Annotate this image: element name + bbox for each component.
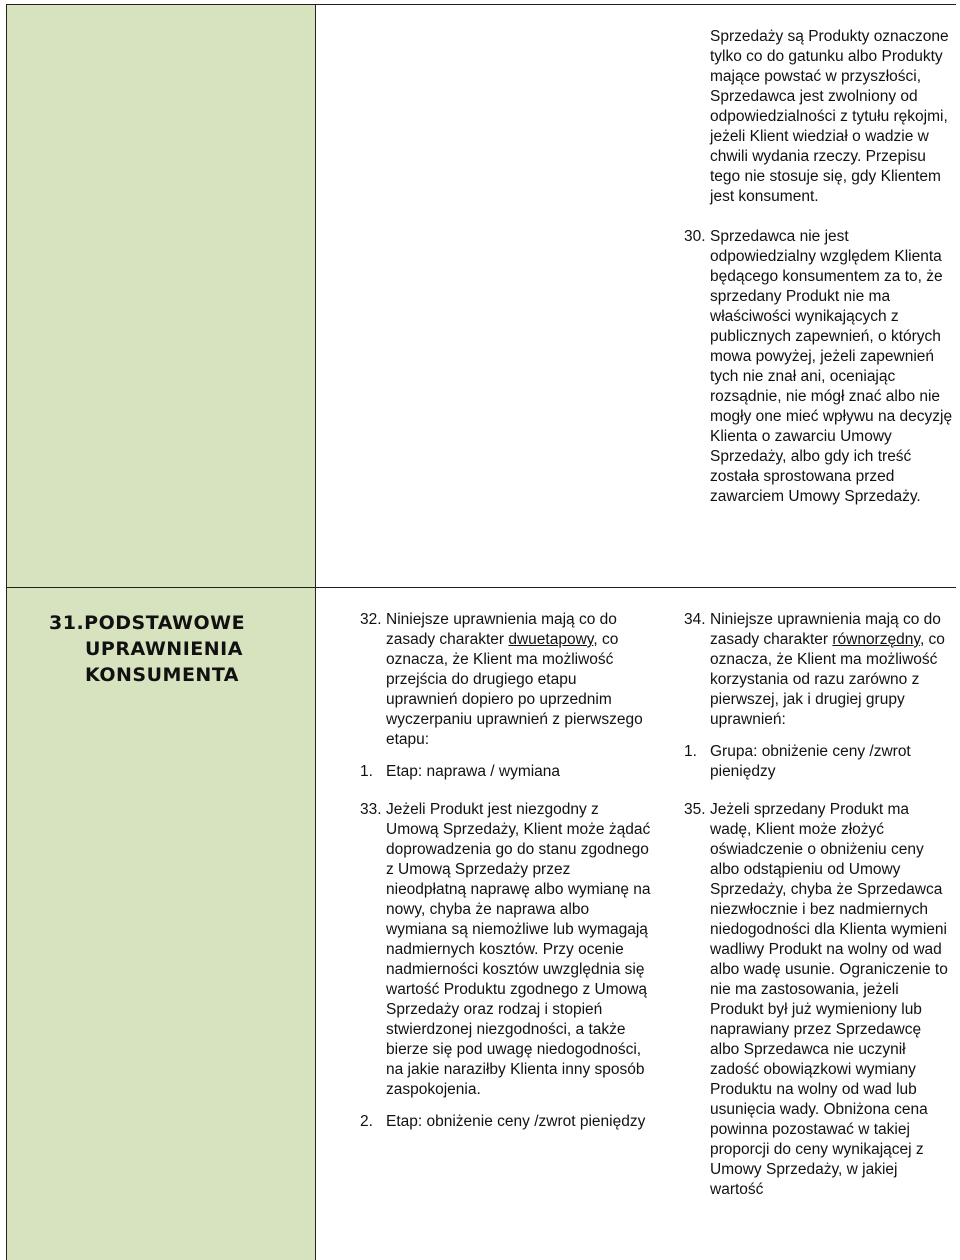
clause-text: Jeżeli Produkt jest niezgodny z Umową Sprzedaży, Klient może żądać doprowadzenia go do stanu zgodnego z Umową Sprzedaży przez nieodpłatną naprawę albo wymianę na nowy, chyba że naprawa albo wymiana są niemożliwe lub wymagają nadmiernych kosztów. Przy ocenie nadmierności kosztów uwzględnia się wartość Produktu zgodnego z Umową Sprzedaży oraz rodzaj i stopień stwierdzonej niezgodności, a także bierze się pod uwagę niedogodności, na jakie naraziłby Klienta inny sposób zaspokojenia. xyxy=(386,801,651,1098)
clause-number: 33. xyxy=(360,801,382,818)
clause-text-b: , co oznacza, że Klient ma możliwość przejścia do drugiego etapu uprawnień dopiero po uprzednim wyczerpaniu uprawnień z pierwszego etapu: xyxy=(386,631,643,748)
middle-column xyxy=(360,610,652,1132)
right-column xyxy=(684,610,954,1200)
clause-text-a: Niniejsze uprawnienia mają co do zasady charakter xyxy=(710,611,941,648)
section-title-line-1: PODSTAWOWE xyxy=(84,612,246,634)
clause-35 xyxy=(684,800,954,1200)
section-heading-cell xyxy=(6,588,316,1260)
clause-number: 35. xyxy=(684,801,706,818)
clause-32 xyxy=(360,610,652,750)
group-text: Grupa: obniżenie ceny /zwrot pieniędzy xyxy=(710,743,911,780)
group-number: 1. xyxy=(684,743,697,760)
table-row-2 xyxy=(6,588,956,1260)
row1-right-column xyxy=(684,27,954,507)
underlined-term: dwuetapowy xyxy=(508,631,594,648)
continued-paragraph: Sprzedaży są Produkty oznaczone tylko co do gatunku albo Produkty mające powstać w przyszłości, Sprzedawca jest zwolniony od odpowiedzialności z tytułu rękojmi, jeżeli Klient wiedział o wadzie w chwili wydania rzeczy. Przepisu tego nie stosuje się, gdy Klientem jest konsument. xyxy=(710,28,949,205)
stage-1 xyxy=(360,762,652,782)
section-number: 31. xyxy=(49,612,85,634)
section-heading xyxy=(49,610,289,688)
clause-text: Sprzedawca nie jest odpowiedzialny względem Klienta będącego konsumentem za to, że sprzedany Produkt nie ma właściwości wynikających z publicznych zapewnień, o których mowa powyżej, jeżeli zapewnień tych nie znał ani, oceniając rozsądnie, nie mógł znać albo nie mogły one mieć wpływu na decyzję Klienta o zawarciu Umowy Sprzedaży, albo gdy ich treść została sprostowana przed zawarciem Umowy Sprzedaży. xyxy=(710,228,953,505)
clause-text-a: Niniejsze uprawnienia mają co do zasady charakter xyxy=(386,611,617,648)
clause-34 xyxy=(684,610,954,730)
section-title-line-2: UPRAWNIENIA xyxy=(85,638,243,660)
stage-number: 1. xyxy=(360,763,373,780)
stage-text: Etap: naprawa / wymiana xyxy=(386,763,561,780)
clause-number: 34. xyxy=(684,611,706,628)
stage-number: 2. xyxy=(360,1113,373,1130)
clause-text: Jeżeli sprzedany Produkt ma wadę, Klient może złożyć oświadczenie o obniżeniu ceny albo odstąpieniu od Umowy Sprzedaży, chyba że Sprzedawca niezwłocznie i bez nadmiernych niedogodności dla Klienta wymieni wadliwy Produkt na wolny od wad albo wadę usunie. Ograniczenie to nie ma zastosowania, jeżeli Produkt był już wymieniony lub naprawiany przez Sprzedawcę albo Sprzedawca nie uczynił zadość obowiązkowi wymiany Produktu na wolny od wad lub usunięcia wady. Obniżona cena powinna pozostawać w takiej proporcji do ceny wynikającej z Umowy Sprzedaży, w jakiej wartość xyxy=(710,801,948,1198)
group-1 xyxy=(684,742,954,782)
left-cell-shaded xyxy=(6,5,316,587)
clause-number: 32. xyxy=(360,611,382,628)
clause-number: 30. xyxy=(684,228,706,245)
document-page xyxy=(6,4,956,1260)
clause-text-b: , co oznacza, że Klient ma możliwość korzystania od razu zarówno z pierwszej, jak i drugiej grupy uprawnień: xyxy=(710,631,945,728)
clause-30 xyxy=(684,227,954,507)
stage-text: Etap: obniżenie ceny /zwrot pieniędzy xyxy=(386,1113,646,1130)
table-row-1 xyxy=(6,4,956,588)
clause-33 xyxy=(360,800,652,1100)
stage-2 xyxy=(360,1112,652,1132)
underlined-term: równorzędny xyxy=(832,631,920,648)
section-title-line-3: KONSUMENTA xyxy=(85,664,240,686)
